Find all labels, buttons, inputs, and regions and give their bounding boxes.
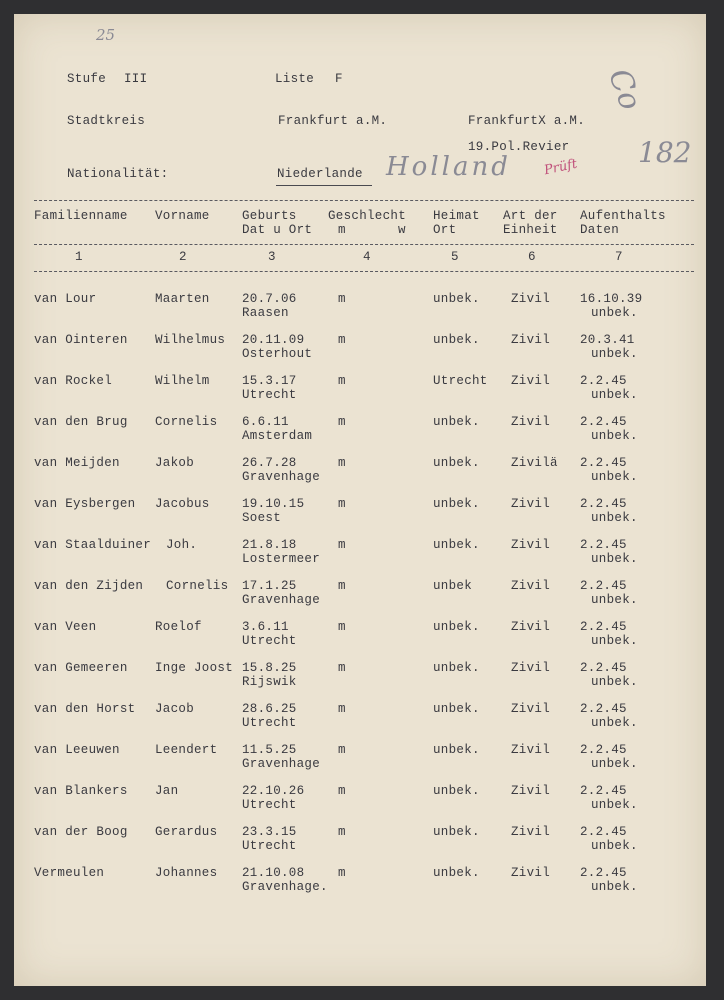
table-row [14, 456, 706, 496]
table-row [14, 374, 706, 414]
cell-vorname: Jacob [155, 702, 195, 716]
cell-geburtsort: Utrecht [242, 839, 297, 853]
cell-heimat: unbek. [433, 620, 480, 634]
cell-einheit: Zivil [511, 497, 551, 511]
cell-geschlecht: m [338, 661, 346, 675]
cell-vorname: Jacobus [155, 497, 210, 511]
cell-vorname: Cornelis [166, 579, 229, 593]
cell-aufenthalt-status: unbek. [591, 675, 638, 689]
table-row [14, 825, 706, 865]
cell-aufenthalt-status: unbek. [591, 634, 638, 648]
cell-familienname: van Staalduiner [34, 538, 152, 552]
cell-geschlecht: m [338, 292, 346, 306]
cell-geschlecht: m [338, 620, 346, 634]
cell-familienname: van den Brug [34, 415, 128, 429]
table-row [14, 620, 706, 660]
table-mid-rule [34, 244, 694, 245]
cell-vorname: Roelof [155, 620, 202, 634]
cell-heimat: unbek. [433, 784, 480, 798]
cell-geschlecht: m [338, 497, 346, 511]
cell-geschlecht: m [338, 702, 346, 716]
revier: 19.Pol.Revier [468, 140, 570, 154]
cell-geburtsort: Gravenhage [242, 470, 321, 484]
cell-geburtsort: Utrecht [242, 634, 297, 648]
cell-einheit: Zivil [511, 620, 551, 634]
cell-aufenthalt-datum: 2.2.45 [580, 538, 627, 552]
liste-value: F [335, 72, 343, 86]
col-aufenthalt: Aufenthalts [580, 209, 666, 223]
cell-geburtsdatum: 17.1.25 [242, 579, 297, 593]
col-geschlecht-w: w [398, 223, 406, 237]
cell-heimat: Utrecht [433, 374, 488, 388]
cell-vorname: Gerardus [155, 825, 218, 839]
cell-einheit: Zivil [511, 579, 551, 593]
cell-familienname: van den Horst [34, 702, 136, 716]
cell-einheit: Zivil [511, 866, 551, 880]
cell-heimat: unbek. [433, 292, 480, 306]
cell-geschlecht: m [338, 579, 346, 593]
cell-aufenthalt-status: unbek. [591, 839, 638, 853]
handwritten-holland: Holland [386, 152, 511, 182]
col-aufenthalt-sub: Daten [580, 223, 620, 237]
document-page [14, 14, 706, 986]
cell-heimat: unbek. [433, 661, 480, 675]
cell-geburtsort: Utrecht [242, 798, 297, 812]
cell-heimat: unbek. [433, 825, 480, 839]
handwritten-corner-number: 182 [638, 136, 692, 169]
table-row [14, 784, 706, 824]
cell-vorname: Jakob [155, 456, 195, 470]
cell-vorname: Johannes [155, 866, 218, 880]
cell-aufenthalt-status: unbek. [591, 388, 638, 402]
table-row [14, 866, 706, 906]
cell-geburtsort: Raasen [242, 306, 289, 320]
cell-geburtsdatum: 21.8.18 [242, 538, 297, 552]
cell-einheit: Zivilä [511, 456, 558, 470]
col-familienname: Familienname [34, 209, 128, 223]
cell-geburtsdatum: 28.6.25 [242, 702, 297, 716]
cell-geburtsdatum: 11.5.25 [242, 743, 297, 757]
table-row [14, 743, 706, 783]
cell-aufenthalt-status: unbek. [591, 880, 638, 894]
col-vorname: Vorname [155, 209, 210, 223]
col-heimat: Heimat [433, 209, 480, 223]
cell-heimat: unbek. [433, 538, 480, 552]
col-number: 3 [268, 250, 276, 264]
cell-geburtsort: Lostermeer [242, 552, 321, 566]
cell-geburtsort: Gravenhage [242, 757, 321, 771]
cell-aufenthalt-datum: 2.2.45 [580, 374, 627, 388]
col-number: 7 [615, 250, 623, 264]
col-art: Art der [503, 209, 558, 223]
stadt-right: FrankfurtX a.M. [468, 114, 586, 128]
cell-geschlecht: m [338, 456, 346, 470]
cell-vorname: Leendert [155, 743, 218, 757]
cell-geburtsdatum: 20.11.09 [242, 333, 305, 347]
cell-geburtsort: Utrecht [242, 716, 297, 730]
cell-aufenthalt-status: unbek. [591, 552, 638, 566]
col-geburts: Geburts [242, 209, 297, 223]
table-row [14, 497, 706, 537]
cell-heimat: unbek. [433, 456, 480, 470]
col-heimat-sub: Ort [433, 223, 457, 237]
stufe-label: Stufe [67, 72, 107, 86]
col-art-sub: Einheit [503, 223, 558, 237]
cell-geschlecht: m [338, 743, 346, 757]
nationalitaet-underline [276, 185, 372, 186]
cell-einheit: Zivil [511, 538, 551, 552]
cell-einheit: Zivil [511, 415, 551, 429]
cell-aufenthalt-status: unbek. [591, 306, 638, 320]
cell-aufenthalt-datum: 2.2.45 [580, 743, 627, 757]
cell-einheit: Zivil [511, 825, 551, 839]
cell-geschlecht: m [338, 374, 346, 388]
cell-vorname: Maarten [155, 292, 210, 306]
cell-familienname: van Meijden [34, 456, 120, 470]
cell-familienname: van Lour [34, 292, 97, 306]
cell-geschlecht: m [338, 825, 346, 839]
col-geburts-sub: Dat u Ort [242, 223, 313, 237]
table-top-rule [34, 200, 694, 201]
cell-aufenthalt-status: unbek. [591, 470, 638, 484]
red-stamp: Prüft [542, 156, 579, 179]
cell-geburtsdatum: 15.3.17 [242, 374, 297, 388]
cell-geburtsdatum: 20.7.06 [242, 292, 297, 306]
table-bottom-rule [34, 271, 694, 272]
cell-geburtsort: Amsterdam [242, 429, 313, 443]
cell-vorname: Joh. [166, 538, 198, 552]
cell-aufenthalt-datum: 2.2.45 [580, 702, 627, 716]
cell-heimat: unbek. [433, 866, 480, 880]
table-row [14, 579, 706, 619]
stufe-value: III [124, 72, 148, 86]
col-number: 6 [528, 250, 536, 264]
cell-aufenthalt-datum: 20.3.41 [580, 333, 635, 347]
cell-heimat: unbek. [433, 415, 480, 429]
cell-geburtsort: Gravenhage [242, 593, 321, 607]
cell-geburtsort: Soest [242, 511, 282, 525]
cell-heimat: unbek. [433, 333, 480, 347]
cell-aufenthalt-datum: 2.2.45 [580, 456, 627, 470]
cell-geburtsort: Osterhout [242, 347, 313, 361]
cell-geschlecht: m [338, 415, 346, 429]
table-row [14, 538, 706, 578]
cell-geburtsdatum: 22.10.26 [242, 784, 305, 798]
cell-geschlecht: m [338, 866, 346, 880]
cell-vorname: Cornelis [155, 415, 218, 429]
cell-familienname: van Leeuwen [34, 743, 120, 757]
cell-familienname: van Eysbergen [34, 497, 136, 511]
stadtkreis-value: Frankfurt a.M. [278, 114, 388, 128]
cell-geburtsdatum: 21.10.08 [242, 866, 305, 880]
page-number: 25 [96, 26, 116, 44]
cell-aufenthalt-status: unbek. [591, 511, 638, 525]
cell-einheit: Zivil [511, 743, 551, 757]
cell-aufenthalt-datum: 2.2.45 [580, 661, 627, 675]
cell-geburtsdatum: 26.7.28 [242, 456, 297, 470]
cell-aufenthalt-status: unbek. [591, 757, 638, 771]
cell-vorname: Wilhelm [155, 374, 210, 388]
col-geschlecht: Geschlecht [328, 209, 407, 223]
stadtkreis-label: Stadtkreis [67, 114, 146, 128]
cell-aufenthalt-status: unbek. [591, 593, 638, 607]
cell-geburtsort: Gravenhage. [242, 880, 328, 894]
cell-aufenthalt-datum: 2.2.45 [580, 415, 627, 429]
col-geschlecht-m: m [338, 223, 346, 237]
cell-vorname: Jan [155, 784, 179, 798]
table-row [14, 292, 706, 332]
liste-label: Liste [275, 72, 315, 86]
cell-geburtsdatum: 6.6.11 [242, 415, 289, 429]
cell-vorname: Inge Joost [155, 661, 234, 675]
cell-aufenthalt-status: unbek. [591, 429, 638, 443]
cell-aufenthalt-datum: 2.2.45 [580, 579, 627, 593]
cell-familienname: van Rockel [34, 374, 113, 388]
col-number: 4 [363, 250, 371, 264]
cell-aufenthalt-datum: 16.10.39 [580, 292, 643, 306]
cell-aufenthalt-datum: 2.2.45 [580, 825, 627, 839]
cell-familienname: Vermeulen [34, 866, 105, 880]
cell-einheit: Zivil [511, 702, 551, 716]
cell-einheit: Zivil [511, 661, 551, 675]
col-number: 2 [179, 250, 187, 264]
cell-familienname: van Blankers [34, 784, 128, 798]
cell-einheit: Zivil [511, 784, 551, 798]
cell-aufenthalt-status: unbek. [591, 716, 638, 730]
cell-einheit: Zivil [511, 374, 551, 388]
cell-geburtsort: Utrecht [242, 388, 297, 402]
cell-familienname: van Veen [34, 620, 97, 634]
nationalitaet-value: Niederlande [277, 167, 363, 181]
cell-heimat: unbek. [433, 702, 480, 716]
cell-aufenthalt-datum: 2.2.45 [580, 866, 627, 880]
table-row [14, 661, 706, 701]
cell-vorname: Wilhelmus [155, 333, 226, 347]
handwritten-corner-top: Co [601, 64, 648, 115]
cell-aufenthalt-datum: 2.2.45 [580, 784, 627, 798]
cell-familienname: van Gemeeren [34, 661, 128, 675]
cell-geschlecht: m [338, 333, 346, 347]
cell-familienname: van der Boog [34, 825, 128, 839]
cell-einheit: Zivil [511, 292, 551, 306]
cell-heimat: unbek. [433, 497, 480, 511]
nationalitaet-label: Nationalität: [67, 167, 169, 181]
cell-geschlecht: m [338, 538, 346, 552]
cell-aufenthalt-datum: 2.2.45 [580, 497, 627, 511]
cell-familienname: van den Zijden [34, 579, 144, 593]
cell-einheit: Zivil [511, 333, 551, 347]
cell-geburtsdatum: 15.8.25 [242, 661, 297, 675]
table-row [14, 415, 706, 455]
cell-geburtsdatum: 19.10.15 [242, 497, 305, 511]
cell-aufenthalt-status: unbek. [591, 347, 638, 361]
cell-geburtsdatum: 23.3.15 [242, 825, 297, 839]
cell-heimat: unbek. [433, 743, 480, 757]
cell-aufenthalt-datum: 2.2.45 [580, 620, 627, 634]
cell-geburtsort: Rijswik [242, 675, 297, 689]
cell-aufenthalt-status: unbek. [591, 798, 638, 812]
cell-heimat: unbek [433, 579, 473, 593]
cell-geschlecht: m [338, 784, 346, 798]
table-row [14, 333, 706, 373]
col-number: 1 [75, 250, 83, 264]
table-row [14, 702, 706, 742]
cell-familienname: van Ointeren [34, 333, 128, 347]
col-number: 5 [451, 250, 459, 264]
cell-geburtsdatum: 3.6.11 [242, 620, 289, 634]
